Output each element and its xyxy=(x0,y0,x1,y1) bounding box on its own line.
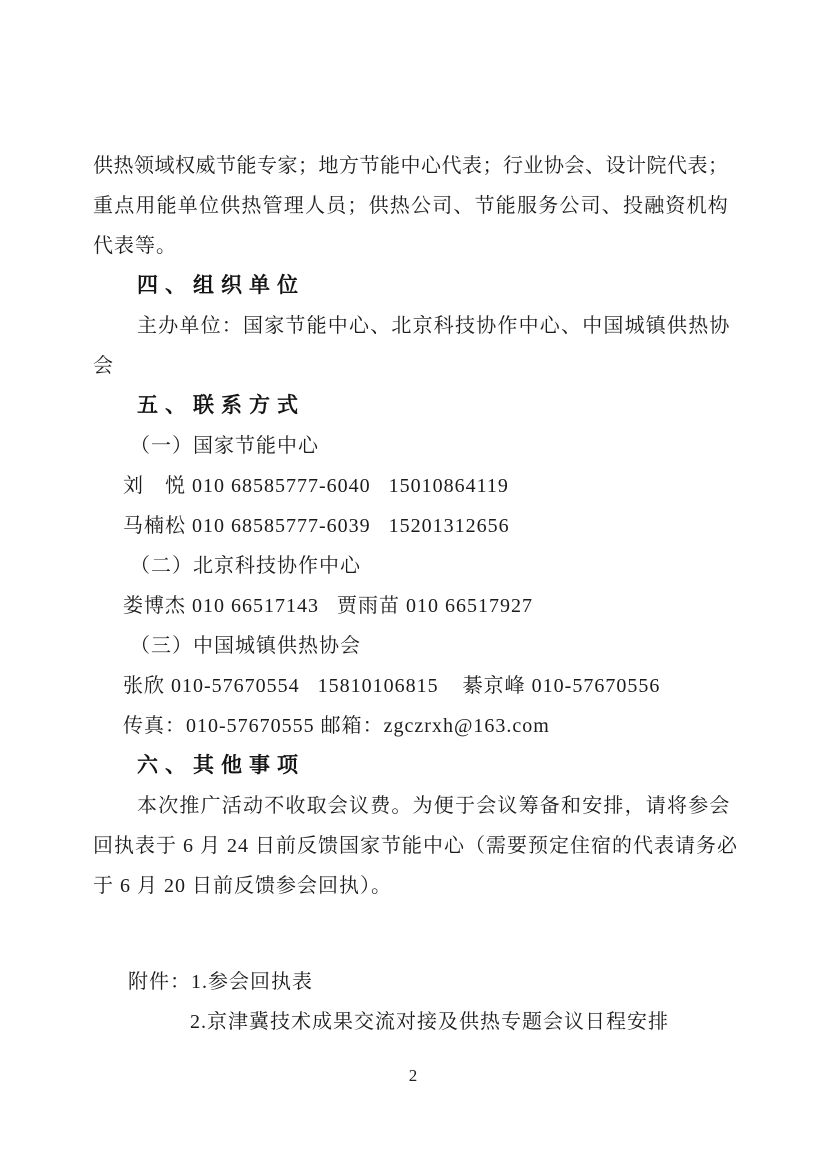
intro-paragraph-line-2: 重点用能单位供热管理人员；供热公司、节能服务公司、投融资机构 xyxy=(93,195,729,217)
contact-line-lou-bojie: 娄博杰 010 66517143 贾雨苗 010 66517927 xyxy=(123,595,533,617)
contact-line-zhang-xin: 张欣 010-57670554 15810106815 綦京峰 010-57670556 xyxy=(123,675,661,697)
section5-subsection1-title: （一）国家节能中心 xyxy=(130,435,319,457)
contact-line-liu-yue: 刘 悦 010 68585777-6040 15010864119 xyxy=(123,475,509,497)
intro-paragraph-line-1: 供热领域权威节能专家；地方节能中心代表；行业协会、设计院代表； xyxy=(93,155,729,177)
section5-subsection3-title: （三）中国城镇供热协会 xyxy=(130,635,361,657)
attachment-line-2: 2.京津冀技术成果交流对接及供热专题会议日程安排 xyxy=(190,1011,669,1033)
blank-gap xyxy=(93,906,733,962)
section4-heading: 四、组织单位 xyxy=(137,274,305,297)
section6-body-line-2: 回执表于 6 月 24 日前反馈国家节能中心（需要预定住宿的代表请务必 xyxy=(93,835,738,857)
section5-heading: 五、联系方式 xyxy=(137,394,305,417)
section6-body-line-1: 本次推广活动不收取会议费。为便于会议筹备和安排，请将参会 xyxy=(137,795,731,817)
page-number: 2 xyxy=(408,1066,418,1085)
section6-heading: 六、其他事项 xyxy=(137,754,305,777)
document-body xyxy=(93,146,738,1042)
section5-subsection2-title: （二）北京科技协作中心 xyxy=(130,555,361,577)
section6-body-line-3: 于 6 月 20 日前反馈参会回执）。 xyxy=(93,875,392,897)
fax-email-line: 传真：010-57670555 邮箱：zgczrxh@163.com xyxy=(123,715,550,737)
section4-body-line-1: 主办单位：国家节能中心、北京科技协作中心、中国城镇供热协 xyxy=(137,315,731,337)
section4-body-line-2: 会 xyxy=(93,355,114,377)
contact-line-ma-nansong: 马楠松 010 68585777-6039 15201312656 xyxy=(123,515,510,537)
attachment-line-1: 附件：1.参会回执表 xyxy=(128,971,313,993)
intro-paragraph-line-3: 代表等。 xyxy=(93,235,177,257)
